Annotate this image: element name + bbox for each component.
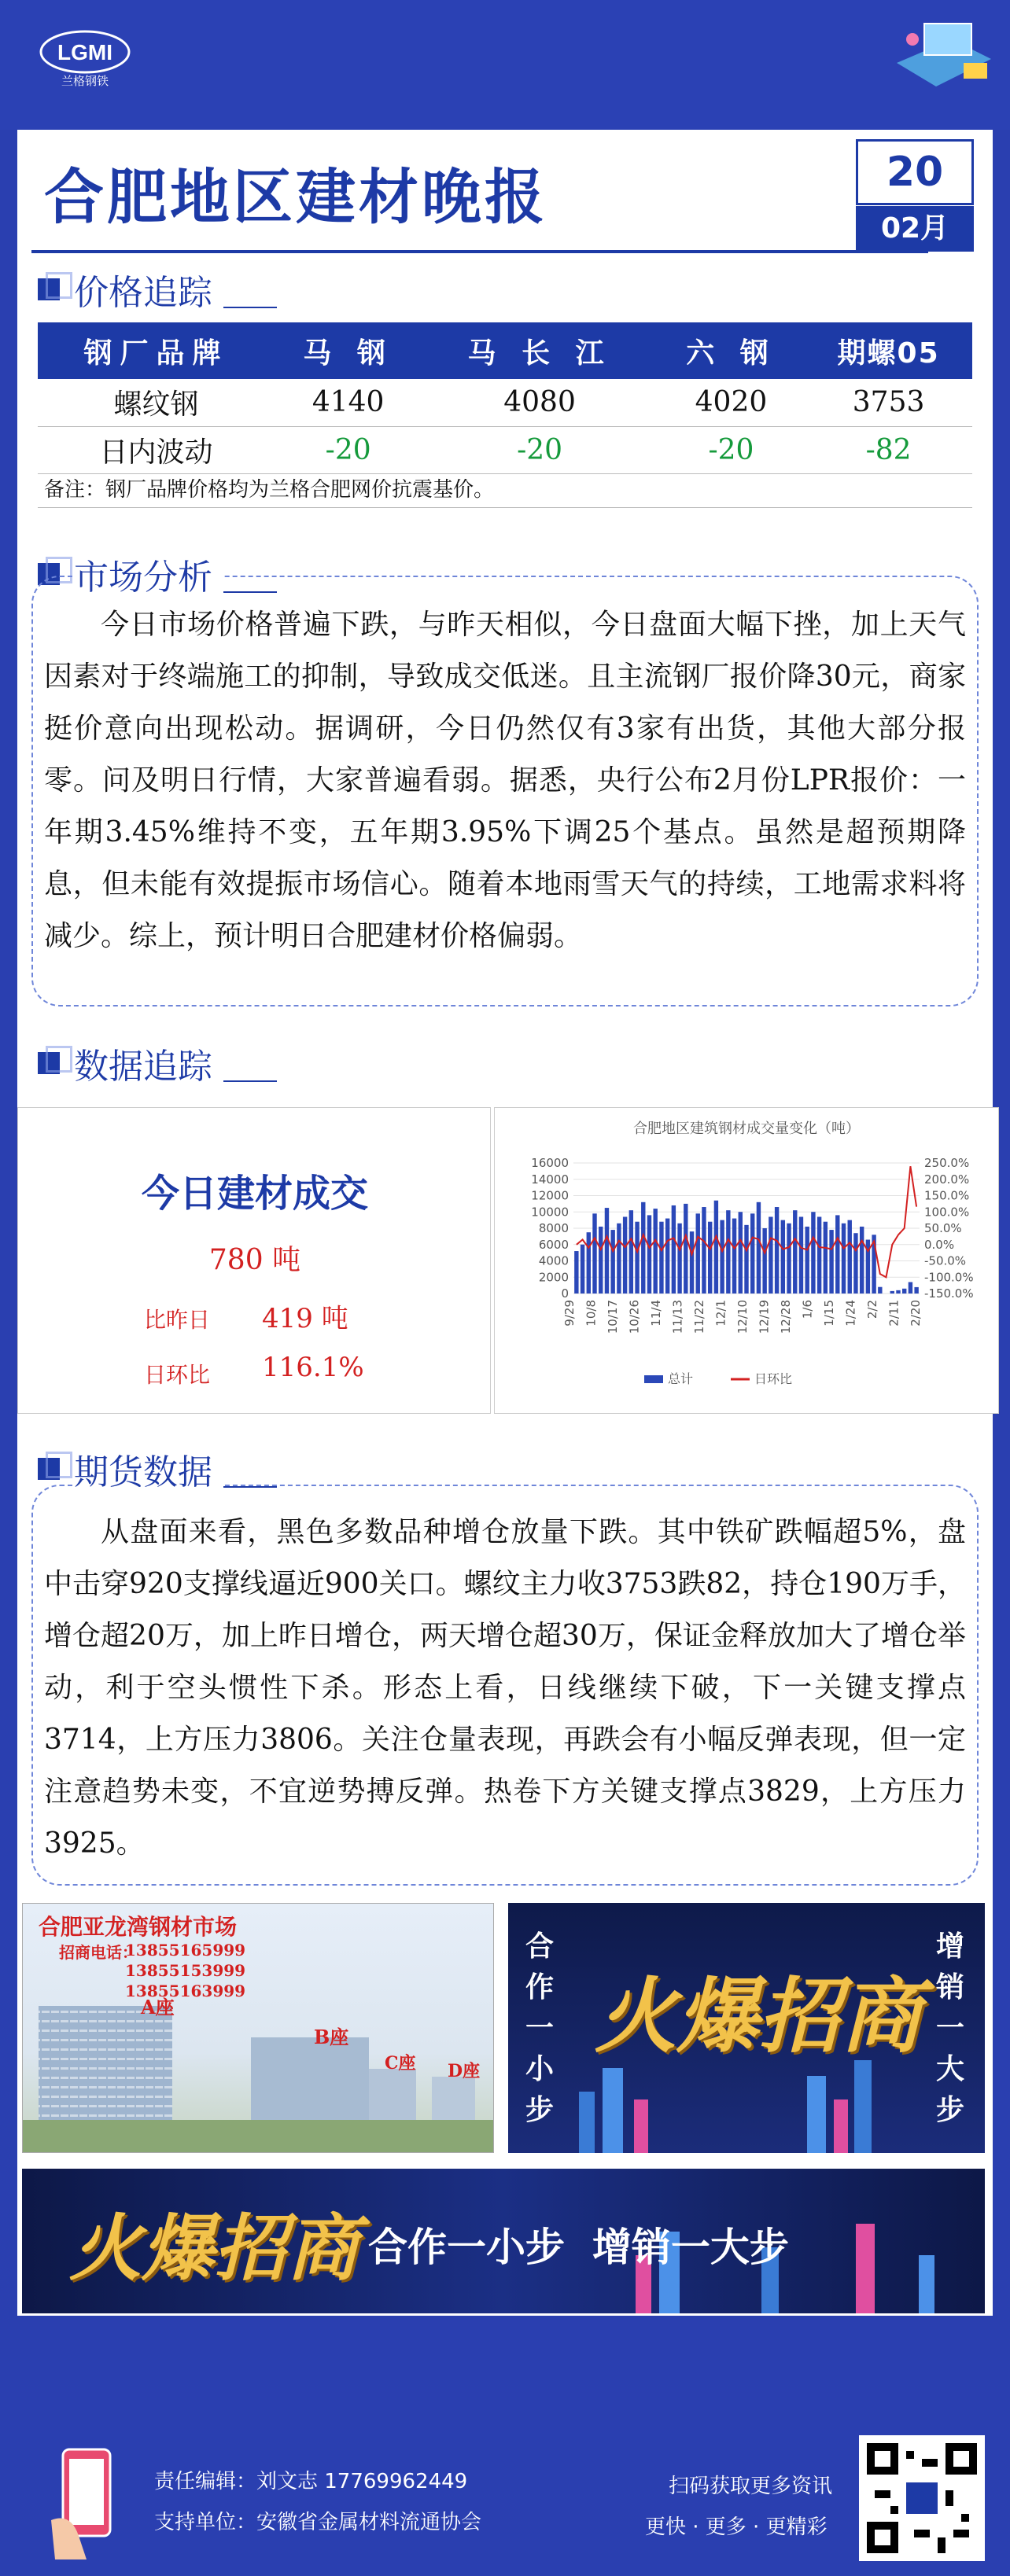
x-tick-label: 11/22 bbox=[692, 1300, 706, 1334]
bar bbox=[726, 1210, 730, 1294]
bar bbox=[896, 1290, 900, 1294]
bar bbox=[702, 1207, 706, 1294]
title-divider bbox=[31, 250, 928, 253]
table-cell: 4140 bbox=[275, 379, 422, 426]
building-label: A座 bbox=[141, 1996, 175, 2018]
bar bbox=[696, 1213, 700, 1294]
bar bbox=[629, 1210, 633, 1294]
bar bbox=[665, 1219, 669, 1294]
lgmi-logo[interactable] bbox=[38, 30, 132, 88]
bar bbox=[842, 1224, 846, 1294]
column-header: 马 钢 bbox=[275, 322, 422, 379]
page-title: 合肥地区建材晚报 bbox=[44, 162, 547, 232]
footer-tagline: 更快 · 更多 · 更精彩 bbox=[645, 2515, 828, 2539]
volume-chart-card bbox=[494, 1107, 999, 1414]
bar bbox=[592, 1213, 596, 1294]
y-tick-label: 14000 bbox=[531, 1172, 569, 1187]
x-tick-label: 10/17 bbox=[606, 1300, 620, 1334]
ad-right-slogan: 增销一大步 bbox=[936, 1930, 965, 2126]
bar bbox=[587, 1232, 591, 1294]
legend-label: 日环比 bbox=[754, 1371, 793, 1386]
bar bbox=[793, 1210, 797, 1294]
table-header-row bbox=[38, 322, 972, 379]
table-cell: 螺纹钢 bbox=[38, 379, 275, 426]
bar bbox=[811, 1212, 815, 1294]
y2-tick-label: 0.0% bbox=[924, 1237, 955, 1252]
table-row bbox=[38, 379, 972, 426]
x-tick-label: 2/11 bbox=[887, 1300, 901, 1327]
bar bbox=[757, 1202, 761, 1294]
x-tick-label: 12/19 bbox=[757, 1300, 772, 1334]
bar bbox=[805, 1227, 809, 1294]
y2-tick-label: 250.0% bbox=[924, 1156, 970, 1170]
footer-editor: 责任编辑：刘文志 17769962449 bbox=[154, 2470, 468, 2493]
ad-title: 合肥亚龙湾钢材市场 bbox=[39, 1914, 238, 1940]
x-tick-label: 10/26 bbox=[627, 1300, 642, 1334]
bar bbox=[617, 1224, 621, 1294]
svg-text:兰格钢铁: 兰格钢铁 bbox=[61, 74, 109, 88]
bar bbox=[775, 1207, 779, 1294]
column-header: 钢厂品牌 bbox=[38, 322, 275, 379]
table-cell: -82 bbox=[805, 426, 972, 473]
market-analysis-text: 今日市场价格普遍下跌，与昨天相似，今日盘面大幅下挫，加上天气因素对于终端施工的抑制，导致成交低迷。且主流钢厂报价降30元，商家挺价意向出现松动。据调研，今日仍然仅有3家有出货，其他大部分报零。问及明日行情，大家普遍看弱。据悉，央行公布2月份LPR报价：一年期3.45%维持不变，五年期3.95%下调25个基点。虽然是超预期降息，但未能有效提振市场信心。随着本地雨雪天气的持续，工地需求料将减少。综上，预计明日合肥建材价格偏弱。 bbox=[44, 609, 966, 952]
qr-code-icon[interactable] bbox=[859, 2435, 985, 2561]
today-value: 780 吨 bbox=[208, 1244, 301, 1276]
footer-scan-text: 扫码获取更多资讯 bbox=[669, 2475, 833, 2498]
bar bbox=[635, 1222, 639, 1294]
prev-value: 419 吨 bbox=[262, 1303, 348, 1334]
bar bbox=[684, 1204, 687, 1294]
y2-tick-label: 200.0% bbox=[924, 1172, 970, 1187]
ad-main-text: 火爆招商 bbox=[595, 1967, 923, 2064]
table-cell: -20 bbox=[275, 426, 422, 473]
bar bbox=[909, 1282, 912, 1294]
y-tick-label: 16000 bbox=[531, 1156, 569, 1170]
x-tick-label: 9/29 bbox=[562, 1300, 577, 1327]
y2-tick-label: -150.0% bbox=[924, 1286, 974, 1301]
column-header: 期螺05 bbox=[805, 322, 972, 379]
bar bbox=[878, 1287, 882, 1294]
bar bbox=[739, 1212, 743, 1294]
x-tick-label: 1/6 bbox=[800, 1300, 815, 1319]
x-tick-label: 12/10 bbox=[735, 1300, 750, 1334]
section-data-header bbox=[38, 1040, 223, 1087]
today-volume-card bbox=[17, 1107, 491, 1414]
bar bbox=[581, 1245, 584, 1294]
bar bbox=[610, 1230, 614, 1294]
bar bbox=[769, 1216, 772, 1294]
bar bbox=[677, 1224, 681, 1294]
x-tick-label: 11/13 bbox=[670, 1300, 685, 1334]
bar bbox=[744, 1225, 748, 1294]
bar bbox=[799, 1216, 803, 1294]
section-price-header bbox=[38, 266, 223, 313]
x-tick-label: 11/4 bbox=[649, 1300, 663, 1327]
section-bullet-icon bbox=[38, 278, 60, 300]
footer bbox=[0, 2316, 1010, 2576]
bar bbox=[714, 1201, 718, 1294]
table-cell: -20 bbox=[422, 426, 657, 473]
column-header: 六 钢 bbox=[658, 322, 805, 379]
bar bbox=[860, 1227, 864, 1294]
prev-label: 比昨日 bbox=[144, 1307, 211, 1333]
x-tick-label: 12/1 bbox=[713, 1300, 728, 1327]
chart-title: 合肥地区建筑钢材成交量变化（吨） bbox=[633, 1121, 860, 1137]
price-table bbox=[38, 322, 972, 474]
y2-tick-label: 150.0% bbox=[924, 1188, 970, 1203]
building-label: B座 bbox=[314, 2026, 349, 2048]
legend-label: 总计 bbox=[668, 1371, 694, 1386]
x-tick-label: 1/15 bbox=[822, 1300, 836, 1327]
y2-tick-label: 50.0% bbox=[924, 1221, 962, 1235]
header-bar bbox=[0, 0, 1010, 130]
bar bbox=[732, 1219, 736, 1294]
recruit-wide-banner[interactable] bbox=[22, 2169, 985, 2313]
x-tick-label: 2/2 bbox=[865, 1300, 879, 1319]
bar bbox=[690, 1231, 694, 1294]
date-day: 20 bbox=[856, 139, 974, 205]
ad-phone-label: 招商电话： bbox=[59, 1943, 138, 1962]
y-tick-label: 10000 bbox=[531, 1205, 569, 1220]
table-cell: -20 bbox=[658, 426, 805, 473]
ratio-label: 日环比 bbox=[144, 1362, 211, 1388]
section-bullet-icon bbox=[38, 1052, 60, 1074]
bar bbox=[829, 1230, 833, 1294]
bar bbox=[659, 1222, 663, 1294]
ratio-value: 116.1% bbox=[262, 1352, 364, 1383]
bar bbox=[708, 1222, 712, 1294]
bar bbox=[890, 1291, 894, 1294]
bar bbox=[914, 1287, 918, 1294]
y-tick-label: 12000 bbox=[531, 1188, 569, 1203]
buildings-illustration bbox=[23, 1982, 494, 2153]
table-cell: 日内波动 bbox=[38, 426, 275, 473]
today-title: 今日建材成交 bbox=[141, 1172, 368, 1216]
y-tick-label: 4000 bbox=[538, 1253, 569, 1268]
table-cell: 3753 bbox=[805, 379, 972, 426]
bar bbox=[647, 1215, 651, 1294]
bar bbox=[605, 1208, 609, 1294]
x-tick-label: 2/20 bbox=[909, 1300, 923, 1327]
bar bbox=[599, 1227, 603, 1294]
bar bbox=[902, 1289, 906, 1294]
building-label: C座 bbox=[385, 2053, 416, 2074]
legend-swatch bbox=[644, 1375, 663, 1383]
bar bbox=[672, 1205, 676, 1294]
bar bbox=[848, 1220, 852, 1294]
x-tick-label: 12/28 bbox=[779, 1300, 793, 1334]
x-tick-label: 10/8 bbox=[584, 1300, 599, 1327]
section-title: 市场分析 bbox=[74, 549, 223, 599]
ad-phone: 13855163999 bbox=[125, 1982, 246, 2000]
ad-left-slogan: 合作一小步 bbox=[525, 1930, 555, 2126]
price-note: 备注：钢厂品牌价格均为兰格合肥网价抗震基价。 bbox=[38, 472, 972, 508]
section-title: 期货数据 bbox=[74, 1444, 223, 1494]
bar bbox=[817, 1216, 821, 1294]
table-row bbox=[38, 426, 972, 473]
footer-support: 支持单位：安徽省金属材料流通协会 bbox=[154, 2511, 482, 2534]
y-tick-label: 0 bbox=[561, 1286, 569, 1301]
y2-tick-label: -100.0% bbox=[924, 1270, 974, 1285]
table-cell: 4080 bbox=[422, 379, 657, 426]
date-month: 02月 bbox=[856, 206, 974, 252]
bar bbox=[824, 1222, 828, 1294]
bar bbox=[835, 1215, 839, 1294]
bar bbox=[787, 1224, 791, 1294]
building-label: D座 bbox=[448, 2061, 481, 2081]
bar bbox=[853, 1233, 857, 1294]
y-tick-label: 6000 bbox=[538, 1237, 569, 1252]
table-cell: 4020 bbox=[658, 379, 805, 426]
recruit-ad-banner[interactable] bbox=[508, 1903, 985, 2153]
ad-phone: 13855165999 bbox=[125, 1941, 246, 1960]
section-title: 价格追踪 bbox=[74, 264, 223, 315]
volume-chart bbox=[495, 1108, 998, 1413]
section-title: 数据追踪 bbox=[74, 1038, 223, 1088]
futures-analysis-text: 从盘面来看，黑色多数品种增仓放量下跌。其中铁矿跌幅超5%，盘中击穿920支撑线逼近900关口。螺纹主力收3753跌82，持仓190万手，增仓超20万，加上昨日增仓，两天增仓超30万，保证金释放加大了增仓举动，利于空头惯性下杀。形态上看，日线继续下破，下一关键支撑点3714，上方压力3806。关注仓量表现，再跌会有小幅反弹表现，但一定注意趋势未变，不宜逆势搏反弹。热卷下方关键支撑点3829，上方压力3925。 bbox=[44, 1516, 966, 1860]
y2-tick-label: 100.0% bbox=[924, 1205, 970, 1220]
svg-text:LGMI: LGMI bbox=[57, 40, 112, 64]
bar bbox=[781, 1220, 785, 1294]
bar bbox=[654, 1209, 658, 1294]
y-tick-label: 8000 bbox=[538, 1221, 569, 1235]
computer-illustration-icon bbox=[881, 16, 999, 110]
ad-main-text: 火爆招商 bbox=[69, 2206, 359, 2291]
bar bbox=[623, 1216, 627, 1294]
section-bullet-icon bbox=[38, 1458, 60, 1480]
ad-slogan: 合作一小步 增销一大步 bbox=[368, 2225, 789, 2270]
column-header: 马 长 江 bbox=[422, 322, 657, 379]
phone-hand-icon bbox=[47, 2442, 134, 2559]
y2-tick-label: -50.0% bbox=[924, 1253, 967, 1268]
bar bbox=[574, 1251, 578, 1294]
bar bbox=[641, 1202, 645, 1294]
bar bbox=[750, 1213, 754, 1294]
market-ad-banner[interactable] bbox=[22, 1903, 494, 2153]
x-tick-label: 1/24 bbox=[843, 1300, 858, 1327]
ad-phone: 13855153999 bbox=[125, 1961, 246, 1980]
y-tick-label: 2000 bbox=[538, 1270, 569, 1285]
bar bbox=[720, 1220, 724, 1294]
bar bbox=[762, 1228, 766, 1294]
